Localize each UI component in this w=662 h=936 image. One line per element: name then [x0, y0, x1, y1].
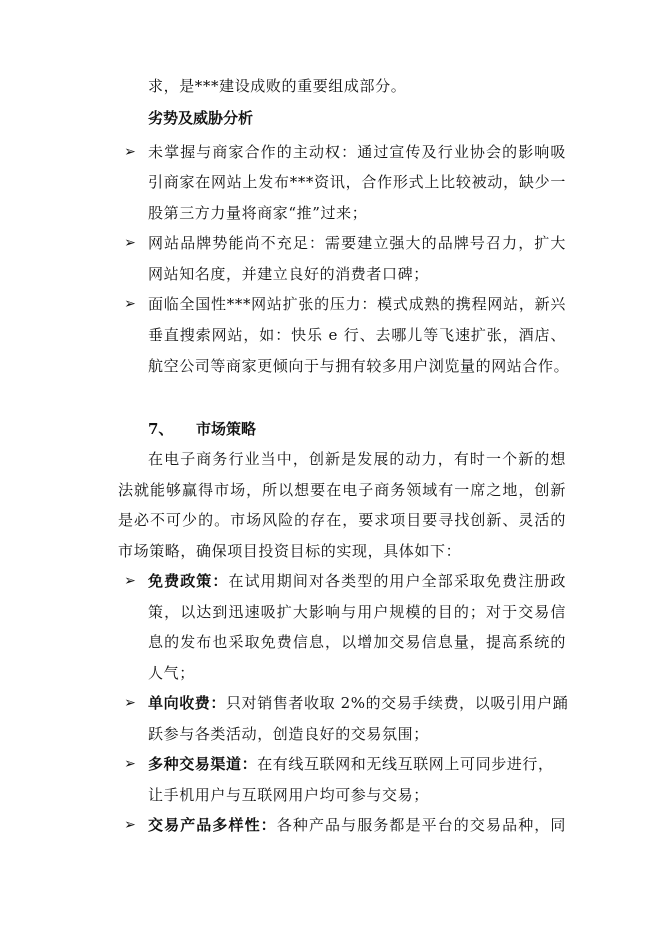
text-line: 让手机用户与互联网用户均可参与交易； [148, 786, 429, 804]
text-line: 息的发布也采取免费信息，以增加交易信息量，提高系统的 [148, 633, 566, 651]
bullet-line-channels [148, 754, 554, 774]
bullet-line-one-way-fee [148, 693, 569, 713]
text-line: 未掌握与商家合作的主动权：通过宣传及行业协会的影响吸 [148, 143, 566, 161]
text-line: 网站知名度，并建立良好的消费者口碑； [148, 265, 429, 283]
bullet-arrow-icon: ➢ [124, 756, 136, 772]
section-title: 市场策略 [196, 420, 257, 438]
text-line: 市场策略，确保项目投资目标的实现，具体如下： [118, 542, 462, 560]
text-line: 网站品牌势能尚不充足：需要建立强大的品牌号召力，扩大 [148, 234, 566, 252]
bullet-line-variety [148, 815, 566, 835]
text-line: 求，是***建设成败的重要组成部分。 [148, 77, 407, 95]
term-free-policy: 免费政策： [148, 572, 229, 590]
term-one-way-fee: 单向收费： [148, 694, 227, 712]
term-description: 只对销售者收取 2%的交易手续费，以吸引用户踊 [226, 694, 569, 712]
bullet-arrow-icon: ➢ [124, 695, 136, 711]
text-line: 面临全国性***网站扩张的压力：模式成熟的携程网站，新兴 [148, 295, 566, 313]
bullet-arrow-icon: ➢ [124, 144, 136, 160]
text-line: 股第三方力量将商家“推”过来； [148, 204, 368, 222]
text-line: 引商家在网站上发布***资讯，合作形式上比较被动，缺少一 [148, 173, 566, 191]
text-line: 航空公司等商家更倾向于与拥有较多用户浏览量的网站合作。 [148, 357, 570, 375]
text-line: 法就能够赢得市场，所以想要在电子商务领域有一席之地，创新 [118, 481, 566, 499]
text-line: 跃参与各类活动，创造良好的交易氛围； [148, 725, 429, 743]
bullet-arrow-icon: ➢ [124, 573, 136, 589]
term-description: 在有线互联网和无线互联网上可同步进行， [257, 755, 554, 773]
term-variety: 交易产品多样性： [148, 816, 277, 834]
text-line: 策，以达到迅速吸扩大影响与用户规模的目的；对于交易信 [148, 603, 566, 621]
bullet-line-free-policy [148, 571, 566, 591]
term-description: 各种产品与服务都是平台的交易品种，同 [276, 816, 566, 834]
heading-swot: 劣势及威胁分析 [148, 109, 254, 127]
bullet-arrow-icon: ➢ [124, 817, 136, 833]
term-description: 在试用期间对各类型的用户全部采取免费注册政 [228, 572, 566, 590]
text-line: 人气； [148, 664, 195, 682]
term-channels: 多种交易渠道： [148, 755, 258, 773]
text-line: 是必不可少的。市场风险的存在，要求项目要寻找创新、灵活的 [118, 511, 566, 529]
section-number: 7、 [148, 420, 174, 438]
text-line: 在电子商务行业当中，创新是发展的动力，有时一个新的想 [148, 450, 566, 468]
text-line: 垂直搜索网站，如：快乐 e 行、去哪儿等飞速扩张，酒店、 [148, 326, 566, 344]
bullet-arrow-icon: ➢ [124, 296, 136, 312]
bullet-arrow-icon: ➢ [124, 235, 136, 251]
